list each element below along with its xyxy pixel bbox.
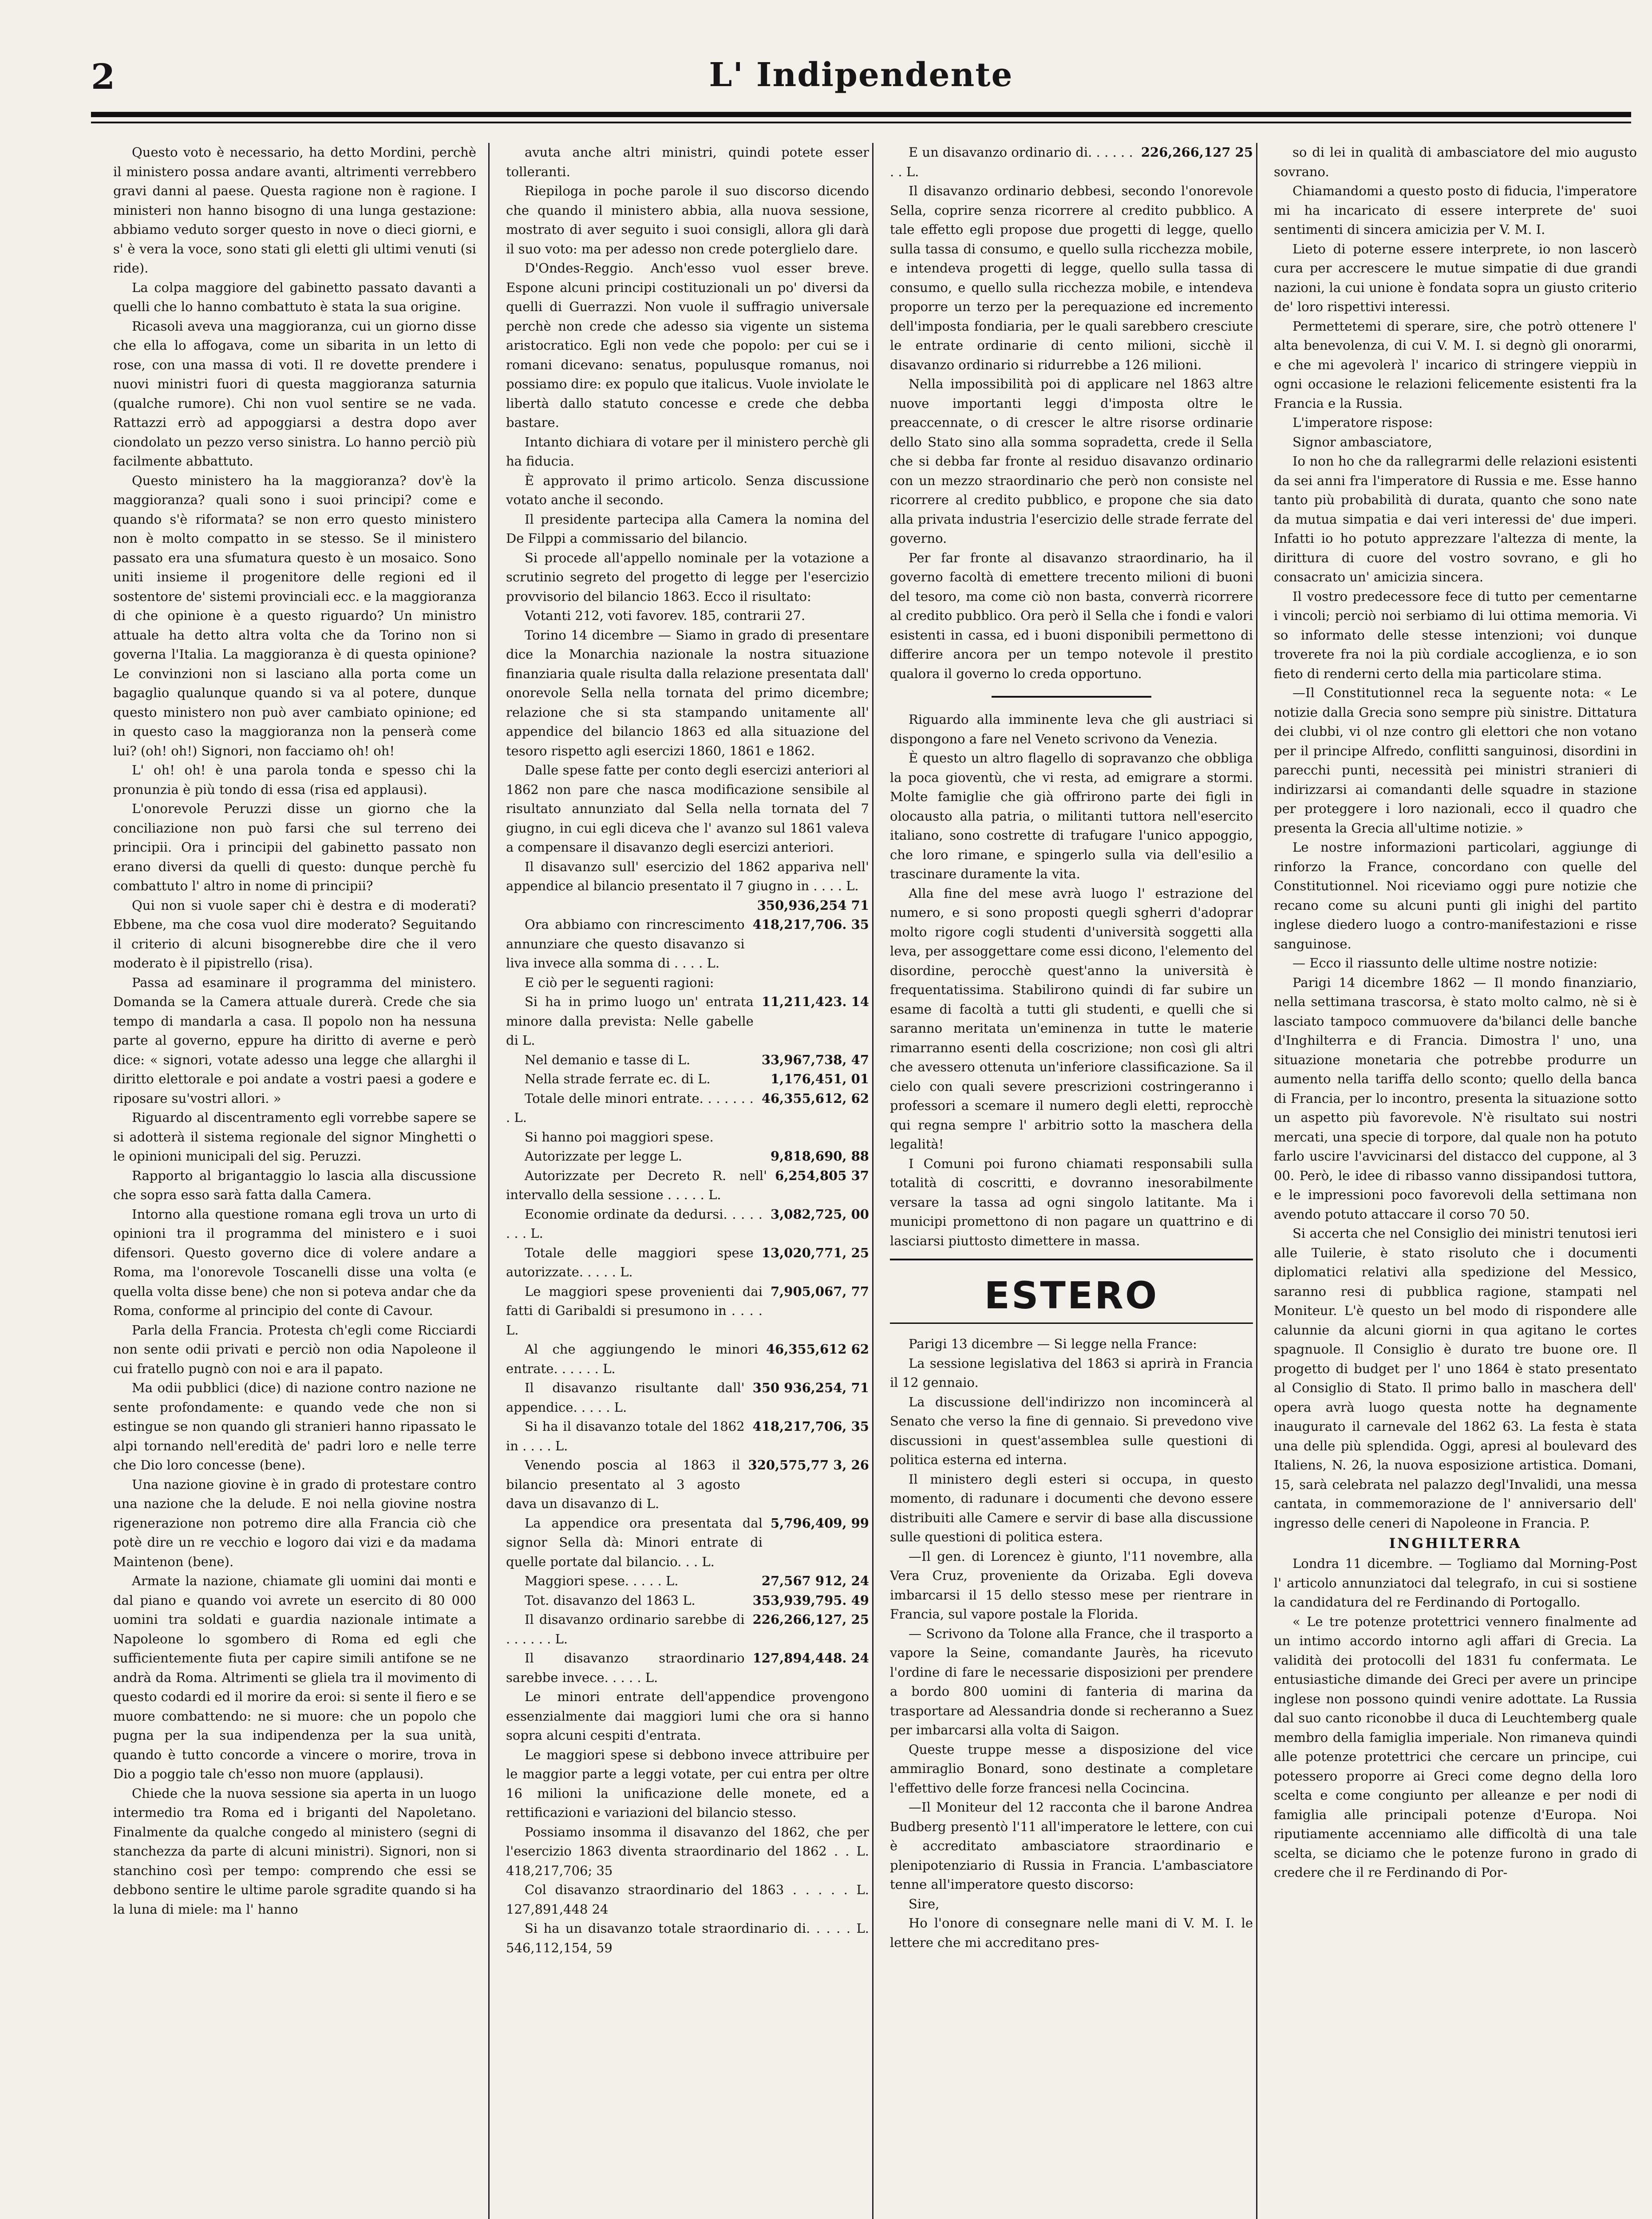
section-rule [890, 1323, 1253, 1324]
paragraph: Torino 14 dicembre — Siamo in grado di presentare dice la Monarchia nazionale la nostra situazione finanziaria quale risulta dalla relazione presentata dall' onorevole Sella nella tornata del primo dicembre; relazione che si sta stampando unitamente all' appendice del bilancio 1863 ed alla situazione del tesoro rispetto agli esercizi 1860, 1861 e 1862. [506, 627, 869, 758]
ledger-label: Autorizzate per Decreto R. nell' intervallo della sessione . . . . . L. [506, 1168, 767, 1202]
paragraph: Votanti 212, voti favorev. 185, contrarii 27. [525, 608, 806, 623]
ledger-label: Nel demanio e tasse di L. [525, 1052, 691, 1067]
ledger-amount: 127,894,448. 24 [752, 1650, 869, 1666]
paragraph: Parigi 13 dicembre — Si legge nella France: [909, 1336, 1197, 1351]
column-4-text-b [1274, 1554, 1637, 1883]
paragraph: È questo un altro flagello di sopravanzo che obbliga la poca gioventù, che vi resta, ad emigrare a stormi. Molte famiglie che già offrirono parte dei figli in olocausto alla patria, o militanti tuttora nell'esercito italiano, sono costrette di trafugare l'unico appoggio, che loro rimane, e spingerlo sulla via dell'esilio a trascinare duramente la vita. [890, 750, 1253, 881]
ledger-amount: 13,020,771, 25 [761, 1245, 869, 1260]
section-title-inghilterra: INGHILTERRA [1389, 1536, 1522, 1552]
ledger-row [506, 1166, 869, 1205]
paragraph: Permettetemi di sperare, sire, che potrò ottenere l' alta benevolenza, di cui V. M. I. si degnò gli onorarmi, e che mi agevolerà l' incarico di stringere vieppiù in ogni occasione le relazioni felicemente esistenti fra la Francia e la Russia. [1274, 318, 1637, 411]
header-rule-thick [91, 112, 1631, 117]
article-separator [992, 696, 1151, 698]
paragraph: so di lei in qualità di ambasciatore del mio augusto sovrano. [1274, 145, 1637, 179]
paragraph: L' oh! oh! è una parola tonda e spesso chi la pronunzia è più tondo di essa (risa ed applausi). [113, 762, 476, 797]
ledger-row [506, 1378, 869, 1417]
budget-ledger [506, 896, 869, 1688]
paragraph: Ho l'onore di consegnare nelle mani di V. M. I. le lettere che mi accreditano pres- [890, 1915, 1253, 1950]
page-header [91, 52, 1631, 119]
ledger-label: Si ha il disavanzo totale del 1862 in . . . . L. [506, 1419, 745, 1453]
paragraph: Chiamandomi a questo posto di fiducia, l'imperatore mi ha incaricato di essere interprete de' suoi sentimenti di sincera amicizia per V. M. I. [1274, 183, 1637, 237]
ledger-label: Il disavanzo risultante dall' appendice. . . . . L. [506, 1380, 745, 1415]
ledger-row [506, 1456, 869, 1514]
ledger-amount: 27,567 912, 24 [761, 1573, 869, 1588]
paragraph: — Scrivono da Tolone alla France, che il trasporto a vapore la Seine, comandante Jaurès, ha ricevuto l'ordine di fare le necessarie disposizioni per prendere a bordo 800 uomini di fanteria di marina da trasportare ad Alessandria donde si recheranno a Suez per imbarcarsi alla volta di Saigon. [890, 1626, 1253, 1737]
paragraph: Chiede che la nuova sessione sia aperta in un luogo intermedio tra Roma ed i briganti del Napoletano. Finalmente da qualche congedo al ministero (segni di stanchezza da parte di alcuni ministri). Signori, non si stanchino così per tempo: comprendo che essi se debbono sentire le ultime parole sgradite quando si ha la luna di miele: ma l' hanno [113, 1785, 476, 1917]
paragraph: La sessione legislativa del 1863 si aprirà in Francia il 12 gennaio. [890, 1355, 1253, 1390]
ledger-amount: 350,936,254 71 [757, 897, 869, 913]
paragraph: Armate la nazione, chiamate gli uomini dai monti e dal piano e quando voi avrete un esercito di 80 000 uomini tra soldati e guardia nazionale intimate a Napoleone lo sgombero di Roma ed egli che sufficientemente fiuta per capire simili antifone se ne andrà da Roma. Altrimenti se gliela tra il movimento di questo codardi ed il morire da eroi: si sente il fiero e se muore combattendo: ne si muore: che un popolo che pugna per la sua indipendenza per la sua unità, quando è tutto concorde a vincere o morire, trova in Dio a poggio tale ch'esso non muore (applausi). [113, 1573, 476, 1781]
paragraph: La colpa maggiore del gabinetto passato davanti a quelli che lo hanno combattuto è stata la sua origine. [113, 280, 476, 314]
ledger-amount: 46,355,612 62 [766, 1342, 869, 1357]
paragraph: Si accerta che nel Consiglio dei ministri tenutosi ieri alle Tuilerie, è stato risoluto che i documenti diplomatici relativi alla spedizione del Messico, saranno resi di pubblica ragione, stampati nel Moniteur. L'è questo un bel modo di rispondere alle calunnie da alcuni giorni in qua agitano le cortes spagnuole. Il Consiglio è durato tre buone ore. Il progetto di budget per l' uno 1864 è stato presentato al Consiglio di Stato. Il primo ballo in maschera dell' opera avrà luogo questa notte ha degnamente inaugurato il carnevale del 1862 63. La festa è stata una delle più splendida. Oggi, apresi al boulevard des Italiens, N. 26, la nuova esposizione artistica. Domani, 15, sarà celebrata nel palazzo degl'Invalidi, una messa cantata, in commemorazione de l' anniversario dell' ingresso delle ceneri di Napoleone in Francia. P. [1274, 1226, 1637, 1531]
paragraph: Le nostre informazioni particolari, aggiunge di rinforzo la France, concordano con quelle del Constitutionnel. Noi riceviamo oggi pure notizie che recano come su alcuni punti gli inighi del partito inglese diedero luogo a contro-manifestazioni e risse sanguinose. [1274, 840, 1637, 952]
paragraph: —Il Moniteur del 12 racconta che il barone Andrea Budberg presentò l'11 all'imperatore le lettere, con cui è accreditato ambasciatore straordinario e plenipotenziario di Russia in Francia. L'ambasciatore tenne all'imperatore questo discorso: [890, 1800, 1253, 1892]
paragraph: Riguardo alla imminente leva che gli austriaci si dispongono a fare nel Veneto scrivono da Venezia. [890, 712, 1253, 746]
ledger-label: Il disavanzo straordinario sarebbe invece. . . . . L. [506, 1650, 745, 1685]
paragraph: Possiamo insomma il disavanzo del 1862, che per l'esercizio 1863 diventa straordinario del 1862 . . L. 418,217,706; 35 [506, 1824, 869, 1878]
ledger-amount: 33,967,738, 47 [761, 1052, 869, 1067]
paragraph: La discussione dell'indirizzo non incomincerà al Senato che verso la fine di gennaio. Si prevedono vive discussioni in quest'assemblea sulle questioni di politica esterna ed interna. [890, 1394, 1253, 1467]
masthead-title: L' Indipendente [709, 56, 1013, 94]
ledger-amount: 350 936,254, 71 [752, 1380, 869, 1395]
paragraph: L'onorevole Peruzzi disse un giorno che la conciliazione non può farsi che sul terreno dei principii. Ora i principii del gabinetto passato non erano diversi da quelli di questo: dunque perchè fu combattuto l' altro in nome di principii? [113, 801, 476, 893]
ledger-row [506, 1070, 869, 1089]
ledger-row [506, 992, 869, 1050]
ledger-row [506, 1571, 869, 1591]
paragraph: Le minori entrate dell'appendice provengono essenzialmente dai maggiori lumi che ora si hanno sopra alcuni cespiti d'entrata. [506, 1689, 869, 1743]
paragraph: Alla fine del mese avrà luogo l' estrazione del numero, e si sono proposti quegli sgherri d'adoprar molto rigore cogli studenti d'università soggetti alla leva, per assoggettare come essi dicono, l'elemento del disordine, perocchè quest'anno la università è frequentatissima. Stabilirono quindi di far subire un esame di facoltà a tutti gli studenti, e quelli che si saranno meritata un'eminenza in tutte le materie rimarranno esenti della coscrizione; non così gli altri che avessero ottenuta un'inferiore classificazione. Sa il cielo con quali severe prescrizioni costringeranno i professori a scemare il numero degli eletti, reprocchè qui regna sempre l' arbitrio sotto la maschera della legalità! [890, 885, 1253, 1152]
paragraph: Signor ambasciatore, [1292, 434, 1432, 450]
ledger-amount: 6,254,805 37 [775, 1168, 869, 1183]
ledger-amount: 7,905,067, 77 [771, 1283, 869, 1299]
ledger-amount: 9,818,690, 88 [771, 1149, 869, 1164]
paragraph: Nella impossibilità poi di applicare nel 1863 altre nuove importanti leggi d'imposta oltre le preaccennate, o di crescer le altre risorse ordinarie dello Stato sino alla somma sopradetta, crede il Sella che si debba far fronte al residuo disavanzo ordinario con un mezzo straordinario che però non consiste nel ricorrere al credito pubblico, e propone che sia dato alla privata industria l'esercizio delle strade ferrate del governo. [890, 376, 1253, 546]
ledger-row [506, 1147, 869, 1166]
paragraph: Il disavanzo ordinario debbesi, secondo l'onorevole Sella, coprire senza ricorrere al credito pubblico. A tale effetto egli propose due progetti di legge, quello sulla tassa di consumo, e quello sulla ricchezza mobile, e intendeva progetti di legge, quello sulla tassa di consumo, e quello sulla ricchezza mobile, e intendeva proporre un terzo per la perequazione ed incremento dell'imposta fondiaria, per le quali sarebbero cresciute le entrate ordinarie di cento milioni, sicchè il disavanzo ordinario si ridurrebbe a 126 milioni. [890, 183, 1253, 372]
article-columns [91, 143, 1637, 2219]
column-3-text-c [890, 1335, 1253, 1952]
ledger-row [506, 1514, 869, 1572]
ledger-row [506, 1244, 869, 1282]
column-divider [872, 143, 873, 2219]
paragraph: Questo voto è necessario, ha detto Mordini, perchè il ministero possa andare avanti, altrimenti verrebbero gravi danni al paese. Questa ragione non è ragione. I ministeri non hanno bisogno di una lunga gestazione: abbiamo veduto sorger questo in nove o dieci giorni, e s' è vera la voce, sono stati gli eletti gli ultimi venuti (si ride). [113, 145, 476, 276]
paragraph: Il vostro predecessore fece di tutto per cementarne i vincoli; perciò noi serbiamo di lui ottima memoria. Vi so informato delle stesse intenzioni; voi dunque troverete fra noi la più cordiale accoglienza, e io son fieto di renderni certo della mia particolare stima. [1274, 588, 1637, 681]
ledger-amount: 320,575,77 3, 26 [748, 1457, 869, 1473]
paragraph: Col disavanzo straordinario del 1863 . . . . . L. 127,891,448 24 [506, 1882, 869, 1917]
paragraph: Io non ho che da rallegrarmi delle relazioni esistenti da sei anni fra l'imperatore di Russia e me. Esse hanno tanto più probabilità di durata, quanto che sono nate da mutua simpatia e dai veri interessi de' due imperi. Infatti io ho potuto apprezzare l'altezza di mente, la dirittura di cuore del vostro sovrano, e gli ho consacrato un' amicizia sincera. [1274, 454, 1637, 584]
ledger-row [506, 1128, 869, 1147]
paragraph: Queste truppe messe a disposizione del vice ammiraglio Bonard, sono destinate a completare l'effettivo delle forze francesi nella Cocincina. [890, 1741, 1253, 1796]
column-1-text [113, 143, 476, 1919]
column-2-text-a [506, 143, 869, 896]
ledger-label: E un disavanzo ordinario di. . . . . . . . L. [890, 145, 1133, 179]
section-rule [890, 1259, 1253, 1260]
paragraph: L'imperatore rispose: [1292, 415, 1433, 430]
paragraph: Una nazione giovine è in grado di protestare contro una nazione che la delude. E noi nella giovine nostra rigenerazione non potremo dire alla Francia ciò che potè dire un re vecchio e logoro dai vizi e da madama Maintenon (bene). [113, 1477, 476, 1569]
section-title-estero: ESTERO [984, 1274, 1159, 1317]
ledger-row [506, 1610, 869, 1649]
ledger-row [506, 1417, 869, 1456]
ledger-label: Ora abbiamo con rincrescimento annunziare che questo disavanzo si liva invece alla somma di . . . . L. [506, 917, 745, 971]
paragraph: Il ministero degli esteri si occupa, in questo momento, di radunare i documenti che devono essere distribuiti alle Camere e servir di base alla discussione sulle questioni di politica estera. [890, 1471, 1253, 1544]
paragraph: — Ecco il riassunto delle ultime nostre notizie: [1292, 956, 1598, 971]
paragraph: Il disavanzo sull' esercizio del 1862 appariva nell' appendice al bilancio presentato il 7 giugno in . . . . L. [506, 859, 869, 893]
paragraph: Qui non si vuole saper chi è destra e di moderati? Ebbene, ma che cosa vuol dire moderato? Seguitando il criterio di alcuni bisognerebbe dire che il vero moderato è il pipistrello (risa). [113, 897, 476, 971]
ledger-label: Si ha in primo luogo un' entrata minore dalla prevista: Nelle gabelle di L. [506, 994, 754, 1048]
ledger-amount: 1,176,451, 01 [771, 1071, 869, 1086]
ledger-row [506, 915, 869, 973]
ledger-amount: 226,266,127 25 [1141, 145, 1253, 160]
ledger-label: Tot. disavanzo del 1863 L. [525, 1592, 696, 1608]
ledger-amount: 5,796,409, 99 [771, 1515, 869, 1531]
ledger-row [506, 1205, 869, 1244]
paragraph: Riepiloga in poche parole il suo discorso dicendo che quando il ministero abbia, alla nuova sessione, mostrato di aver seguito i suoi consigli, allora gli darà il suo voto: ma per adesso non crede poterglielo dare. [506, 183, 869, 257]
paragraph: È approvato il primo articolo. Senza discussione votato anche il secondo. [506, 473, 869, 507]
ledger-amount: 353,939,795. 49 [752, 1592, 869, 1608]
column-4-text-a [1274, 143, 1637, 1533]
ledger-row [506, 1282, 869, 1340]
ledger-row [890, 143, 1253, 182]
ledger-row [506, 973, 869, 993]
ledger-label: Totale delle maggiori spese autorizzate. . . . . L. [506, 1245, 754, 1279]
ledger-label: La appendice ora presentata dal signor Sella dà: Minori entrate di quelle portate dal bilancio. . . L. [506, 1515, 763, 1569]
deficit-ledger [890, 143, 1253, 182]
paragraph: Questo ministero ha la maggioranza? dov'è la maggioranza? quali sono i suoi principi? come e quando s'è riformata? se non erro questo ministero non è molto compatto in se stesso. Se il ministero passato era una sfumatura questo è un mosaico. Sono uniti insieme il progenitore delle regioni ed il sostentore de' sistemi provinciali ecc. e la maggioranza di che opinione è a questo riguardo? Un ministro attuale ha detto altra volta che da Torino non si governa l'Italia. La maggioranza è di questa opinione? Le convinzioni non si lasciano alla porta come un bagaglio qualunque quando si va al potere, dunque questo ministero non può aver cambiato opinione; ed in questo caso la maggioranza non la penserà come lui? (oh! oh!) Signori, non facciamo oh! oh! [113, 473, 476, 758]
paragraph: Rapporto al brigantaggio lo lascia alla discussione che sopra esso sarà fatta dalla Camera. [113, 1168, 476, 1202]
ledger-label: Totale delle minori entrate. . . . . . . . L. [506, 1090, 754, 1125]
paragraph: Lieto di poterne essere interprete, io non lascerò cura per accrescere le mutue simpatie di due grandi nazioni, la cui unione è fondata sopra un giusto criterio de' loro rispettivi interessi. [1274, 241, 1637, 314]
ledger-label: Autorizzate per legge L. [525, 1149, 682, 1164]
paragraph: Si procede all'appello nominale per la votazione a scrutinio segreto del progetto di legge per l'esercizio provvisorio del bilancio 1863. Ecco il risultato: [506, 550, 869, 604]
ledger-label: Il disavanzo ordinario sarebbe di . . . . . . L. [506, 1612, 745, 1646]
column-divider [488, 143, 490, 2219]
ledger-label: Si hanno poi maggiori spese. [525, 1129, 714, 1145]
column-3 [890, 143, 1253, 2219]
paragraph: Sire, [909, 1896, 940, 1911]
paragraph: Parigi 14 dicembre 1862 — Il mondo finanziario, nella settimana trascorsa, è stato molto calmo, nè si è lasciato tampoco commuovere da'bilanci delle banche d'Inghilterra e di Francia. Dimostra l' uno, una situazione monetaria che potrebbe produrre un aumento nella tariffa dello sconto; quello della banca di Francia, per lo incontro, presenta la situazione sotto un aspetto più favorevole. N'è risultato sui nostri mercati, una specie di torpore, dal quale non ha potuto farlo uscire l'avvicinarsi del distacco del cuppone, al 3 00. Però, le idee di ribasso vanno dissipandosi tuttora, e le impressioni poco favorevoli della settimana non avendo potuto attaccare il corso 70 50. [1274, 975, 1637, 1222]
paragraph: Per far fronte al disavanzo straordinario, ha il governo facoltà di emettere trecento milioni di buoni del tesoro, ma come ciò non basta, converrà ricorrere al credito pubblico. Ora però il Sella che i fondi e valori esistenti in cassa, ed i buoni disponibili permettono di differire ancora per un tempo notevole il prestito qualora il governo lo creda opportuno. [890, 550, 1253, 681]
paragraph: Parla della Francia. Protesta ch'egli come Ricciardi non sente odii privati e perciò non odia Napoleone il cui fratello pugnò con noi e ara il papato. [113, 1322, 476, 1376]
ledger-amount: 418,217,706. 35 [752, 917, 869, 932]
paragraph: Le maggiori spese si debbono invece attribuire per le maggior parte a leggi votate, per cui entra per oltre 16 milioni la unificazione delle monete, ed a rettificazioni e variazioni del bilancio stesso. [506, 1747, 869, 1820]
column-3-text-a [890, 182, 1253, 683]
paragraph: Riguardo al discentramento egli vorrebbe sapere se si adotterà il sistema regionale del signor Minghetti o le opinioni municipali del sig. Peruzzi. [113, 1110, 476, 1164]
ledger-label: E ciò per le seguenti ragioni: [525, 975, 714, 990]
paragraph: I Comuni poi furono chiamati responsabili sulla totalità di coscritti, e dovranno inesorabilmente versare la tassa ad ogni singolo latitante. Ma i municipi promettono di non pagare un quattrino e di lasciarsi piuttosto dimettere in massa. [890, 1156, 1253, 1248]
ledger-row [506, 1050, 869, 1070]
paragraph: Ricasoli aveva una maggioranza, cui un giorno disse che ella lo affogava, come un sibarita in un letto di rose, con una massa di voti. Il re dovette prendere i nuovi ministri fuori di questa maggioranza saturnia (qualche rumore). Chi non vuol sentire se ne vada. Rattazzi errò ad appoggiarsi a destra dopo aver ciondolato un pezzo verso sinistra. Lo hanno perciò più facilmente abbattuto. [113, 318, 476, 469]
column-2 [506, 143, 869, 2219]
ledger-amount: 418,217,706, 35 [752, 1419, 869, 1434]
column-4 [1274, 143, 1637, 2219]
ledger-label: Venendo poscia al 1863 il bilancio presentato al 3 agosto dava un disavanzo di L. [506, 1457, 740, 1511]
paragraph: D'Ondes-Reggio. Anch'esso vuol esser breve. Espone alcuni principi costituzionali un po' diversi da quelli di Guerrazzi. Non vuole il suffragio universale perchè non crede che adesso sia vigente un sistema aristocratico. Egli non vede che popolo: per cui se i romani dicevano: senatus, populusque romanus, noi possiamo dire: ex populo que italicus. Vuole inviolate le libertà dallo statuto concesse e crede che debba bastare. [506, 261, 869, 430]
column-divider [1256, 143, 1257, 2219]
paragraph: Ma odii pubblici (dice) di nazione contro nazione ne sente profondamente: e quando vede che non si estingue se non quando gli stranieri hanno ripassato le alpi tornando nell'eredità de' padri loro e nelle terre che Dio loro concesse (bene). [113, 1380, 476, 1473]
ledger-amount: 46,355,612, 62 [761, 1090, 869, 1106]
column-3-text-b [890, 710, 1253, 1251]
ledger-amount: 226,266,127, 25 [752, 1612, 869, 1627]
paragraph: Si ha un disavanzo totale straordinario di. . . . . L. 546,112,154, 59 [506, 1921, 869, 1955]
paragraph: Londra 11 dicembre. — Togliamo dal Morning-Post l' articolo annunziatoci dal telegrafo, in cui si sostiene la candidatura del re Ferdinando di Portogallo. [1274, 1556, 1637, 1610]
ledger-label: Nella strade ferrate ec. di L. [525, 1071, 711, 1086]
ledger-row [506, 896, 869, 916]
paragraph: —Il Constitutionnel reca la seguente nota: « Le notizie dalla Grecia sono sempre più sinistre. Dittatura dei clubbi, vi ol nze contro gli elettori che non votano per il principe Alfredo, conflitti sanguinosi, disordini in parecchi punti, necessità pei ministri stranieri di indirizzarsi ai comandanti delle squadre in stazione per proteggere i loro nazionali, ecco il quadro che presenta la Grecia all'ultime notizie. » [1274, 685, 1637, 836]
ledger-row [506, 1591, 869, 1611]
ledger-row [506, 1089, 869, 1128]
paragraph: avuta anche altri ministri, quindi potete esser tolleranti. [506, 145, 869, 179]
page-number: 2 [91, 57, 115, 97]
paragraph: Passa ad esaminare il programma del ministero. Domanda se la Camera attuale durerà. Crede che sia tempo di mandarla a casa. Il popolo non ha nessuna parte al governo, eppure ha diritto di averne e però dice: « signori, votate adesso una legge che allarghi il diritto elettorale e poi andate a vostri paesi a godere e riposare su'vostri allori. » [113, 975, 476, 1106]
ledger-label: Maggiori spese. . . . . L. [525, 1573, 679, 1588]
paragraph: Intanto dichiara di votare per il ministero perchè gli ha fiducia. [506, 434, 869, 469]
paragraph: Dalle spese fatte per conto degli esercizi anteriori al 1862 non pare che nasca modificazione sensibile al risultato annunziato dal Sella nella tornata del 7 giugno, in cui egli diceva che l' avanzo sul 1861 valeva a compensare il disavanzo degli esercizi anteriori. [506, 762, 869, 855]
paragraph: —Il gen. di Lorencez è giunto, l'11 novembre, alla Vera Cruz, proveniente da Orizaba. Egli doveva imbarcarsi il 15 dello stesso mese per rientrare in Francia, sul vapore postale la Florida. [890, 1548, 1253, 1622]
ledger-amount: 3,082,725, 00 [771, 1206, 869, 1222]
paragraph: « Le tre potenze protettrici vennero finalmente ad un intimo accordo intorno agli affari di Grecia. La validità dei protocolli del 1831 fu confermata. Le entusiastiche dimande dei Greci per avere un principe inglese non possono quindi venire adottate. La Russia dal suo canto riconobbe il duca di Leuchtemberg quale membro della famiglia imperiale. Non rimaneva quindi alle potenze protettrici che cercare un principe, cui potessero proporre ai Greci come degno della loro scelta e come congiunto per alleanze e per nodi di famiglia alle principali potenze d'Europa. Noi riputiamente accenniamo alle difficoltà di una tale scelta, se diciamo che le potenze furono in grado di credere che il re Ferdinando di Por- [1274, 1614, 1637, 1880]
ledger-label: Le maggiori spese provenienti dai fatti di Garibaldi si presumono in . . . . L. [506, 1283, 763, 1338]
ledger-label: Al che aggiungendo le minori entrate. . . . . . L. [506, 1342, 758, 1376]
ledger-amount: 11,211,423. 14 [761, 994, 869, 1009]
ledger-row [506, 1340, 869, 1378]
ledger-row [506, 1649, 869, 1687]
paragraph: Il presidente partecipa alla Camera la nomina del De Filppi a commissario del bilancio. [506, 511, 869, 546]
header-rule-thin [91, 122, 1631, 123]
ledger-label: Economie ordinate da dedursi. . . . . . . . L. [506, 1206, 763, 1241]
column-2-text-b [506, 1687, 869, 1958]
paragraph: Intorno alla questione romana egli trova un urto di opinioni tra il programma del ministero e i suoi difensori. Questo governo dice di volere andare a Roma, ma l'onorevole Toscanelli disse una volta (e quella volta disse bene) che non si poteva andar che da Roma, conforme al principio del conte di Cavour. [113, 1206, 476, 1318]
column-1 [113, 143, 476, 2219]
